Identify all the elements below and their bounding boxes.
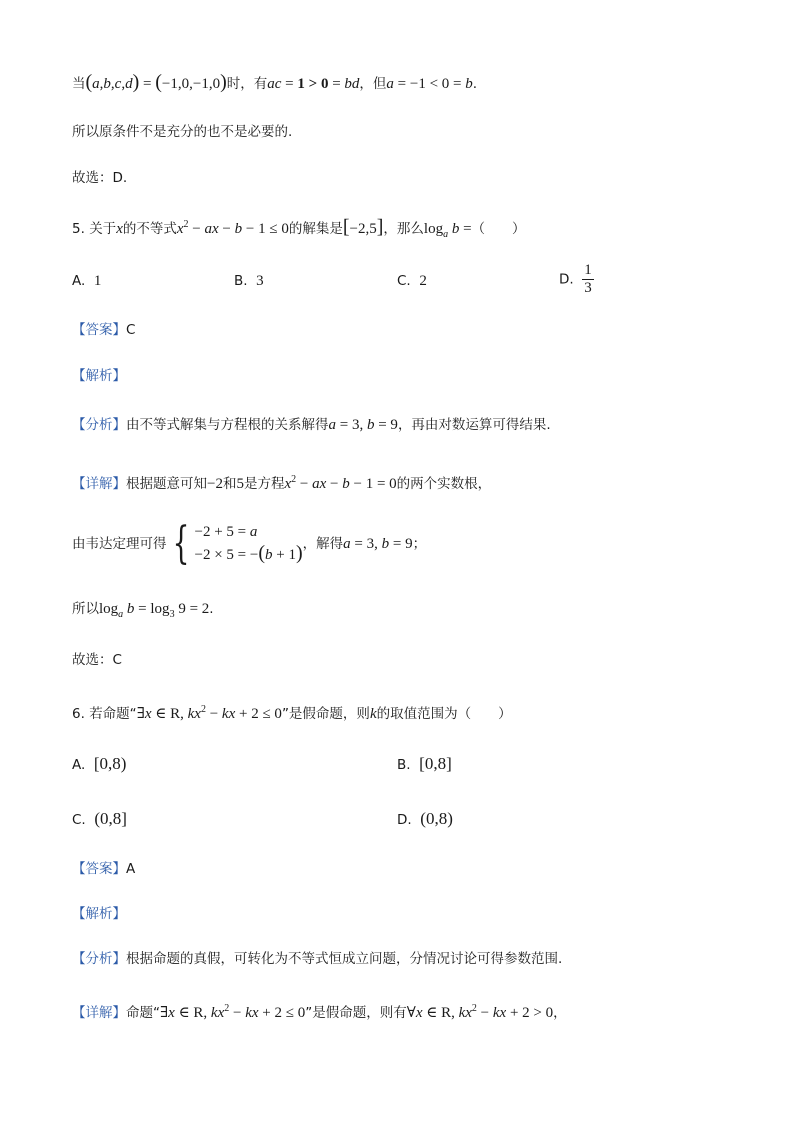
q6-option-a: A. [0,8) bbox=[72, 754, 127, 773]
question-5: 5. 关于x的不等式$x^2$ − ax − b − 1 ≤ 0的解集是[−2,5]，那么$\log_a b$ =（ ） bbox=[72, 216, 526, 240]
choice-text: 故选：D. bbox=[72, 170, 128, 186]
math-a-b: a = −1 < 0 = b bbox=[386, 76, 473, 92]
q5-analysis-tag: 【解析】 bbox=[72, 368, 126, 384]
conclusion-text: 所以原条件不是充分的也不是必要的. bbox=[72, 124, 293, 140]
question-6: 6. 若命题“∃x ∈ R, $kx^2$ − kx + 2 ≤ 0”是假命题，则k的取值范围为（ ） bbox=[72, 704, 512, 722]
q6-analysis-tag: 【解析】 bbox=[72, 906, 126, 922]
q5-option-c: C. 2 bbox=[397, 273, 427, 289]
q5-answer: 【答案】C bbox=[72, 322, 136, 338]
q5-detail: 【详解】根据题意可知−2和5是方程$x^2$ − ax − b − 1 = 0的两个实数根， bbox=[72, 474, 492, 492]
math-tuple: (a,b,c,d) = (−1,0,−1,0) bbox=[85, 71, 227, 93]
q5-choose: 故选：C bbox=[72, 652, 122, 668]
solution-line-condition: 当(a,b,c,d) = (−1,0,−1,0)时，有ac = 1 > 0 = bd，但a = −1 < 0 = b. bbox=[72, 71, 478, 93]
q6-option-b: B. [0,8] bbox=[397, 754, 452, 773]
q6-fenxi: 【分析】根据命题的真假，可转化为不等式恒成立问题，分情况讨论可得参数范围. bbox=[72, 951, 563, 967]
fraction: $\frac{1}{3}$ bbox=[584, 262, 592, 296]
equation-system: { −2 + 5 = a −2 × 5 = −(b + 1) bbox=[172, 518, 303, 569]
q5-option-b: B. 3 bbox=[234, 273, 264, 289]
math-ac-bd: ac = 1 > 0 = bd bbox=[267, 76, 360, 92]
q5-fenxi: 【分析】由不等式解集与方程根的关系解得a = 3, b = 9，再由对数运算可得结果. bbox=[72, 417, 551, 433]
q5-log-result: 所以$\log_a b = \log_3 9 = 2$. bbox=[72, 601, 214, 620]
q5-option-a: A. 1 bbox=[72, 273, 102, 289]
q6-option-d: D. (0,8) bbox=[397, 809, 453, 828]
q5-vieta: 由韦达定理可得 { −2 + 5 = a −2 × 5 = −(b + 1) ，解得a = 3, b = 9； bbox=[72, 518, 427, 569]
q5-option-d: D. $\frac{1}{3}$ bbox=[559, 262, 592, 296]
q6-option-c: C. (0,8] bbox=[72, 809, 127, 828]
math-inequality: $x^2$ − ax − b − 1 ≤ 0 bbox=[176, 219, 289, 237]
q6-answer: 【答案】A bbox=[72, 861, 136, 877]
q6-detail: 【详解】命题“∃x ∈ R, $kx^2$ − kx + 2 ≤ 0”是假命题，则有∀x ∈ R, $kx^2$ − kx + 2 > 0， bbox=[72, 1003, 567, 1021]
